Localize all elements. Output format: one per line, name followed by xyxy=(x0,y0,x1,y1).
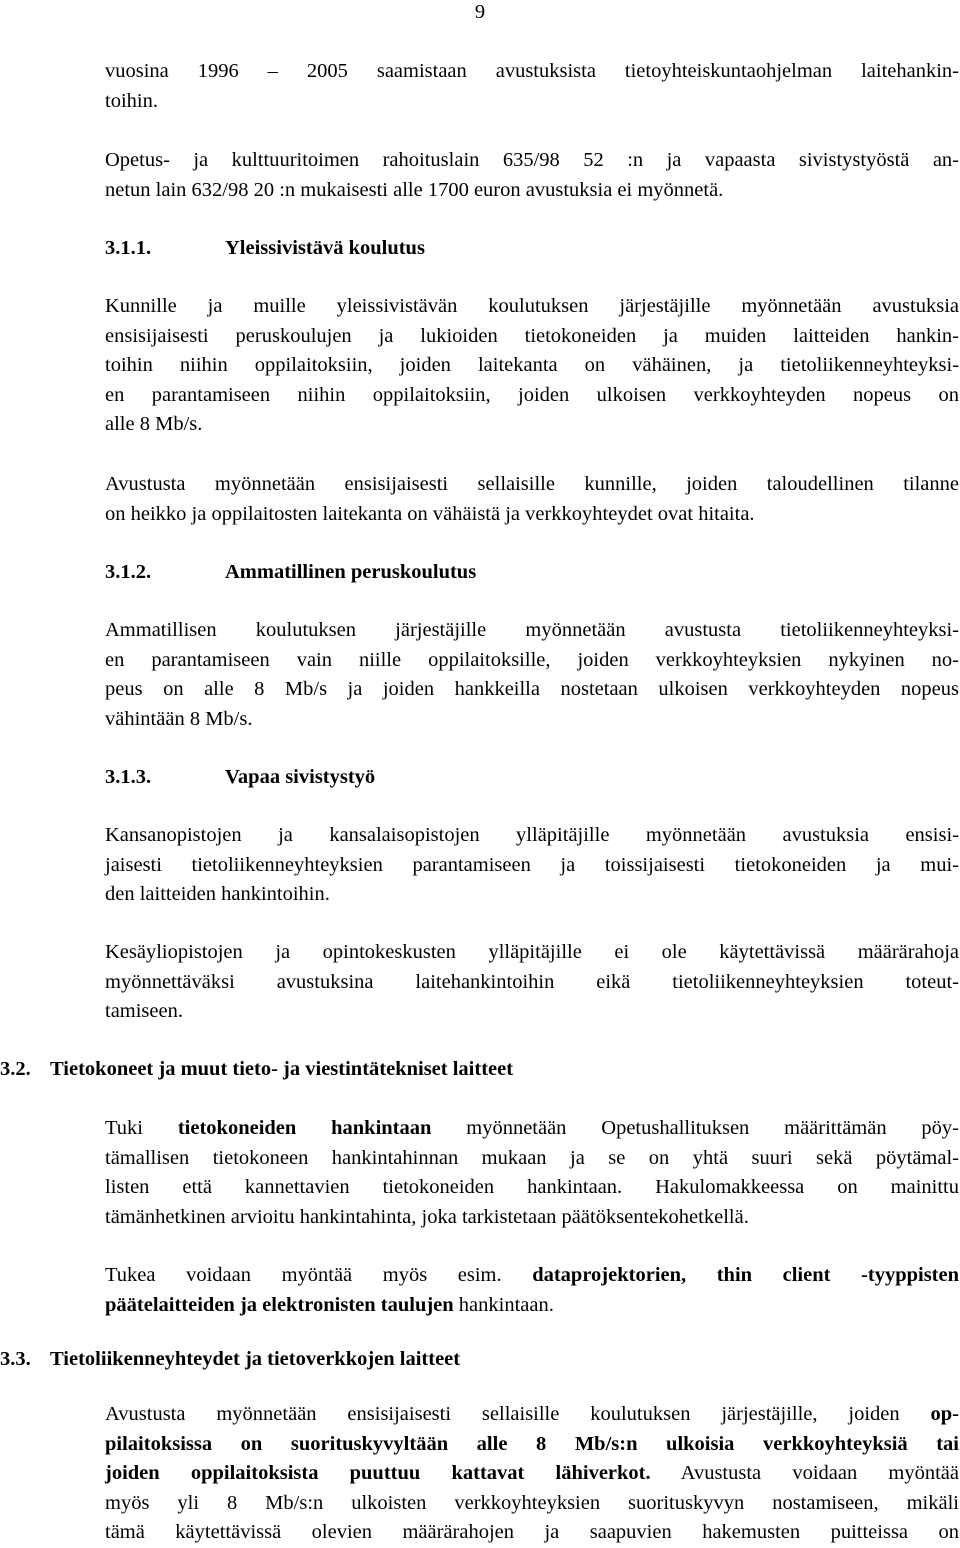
heading-3-1-1: 3.1.1. Yleissivistävä koulutus xyxy=(105,237,425,259)
paragraph-tietokoneet-1: Tuki tietokoneiden hankintaan myönnetään Opetushallituksen määrittämän pöy- tämallisen tietokoneen hankintahinnan mukaan ja se on yhtä suuri sekä pöytämal- listen että kannettavien tietokoneiden hankintaan. Hakulomakkeessa on mainittu tämänhetkinen arvioitu hankintahinta, joka tarkistetaan päätöksentekohetkellä. xyxy=(105,1117,959,1228)
paragraph-yleissivistava-1: Kunnille ja muille yleissivistävän koulutuksen järjestäjille myönnetään avustuksia ensisijaisesti peruskoulujen ja lukioiden tietokoneiden ja muiden laitteiden hankin- toihin niihin oppilaitoksiin, joiden laitekanta on vähäinen, ja tietoliikenneyhteyksi- en parantamiseen niihin oppilaitoksiin, joiden ulkoisen verkkoyhteyden nopeus on alle 8 Mb/s. xyxy=(105,295,959,435)
paragraph-vapaa-2: Kesäyliopistojen ja opintokeskusten ylläpitäjille ei ole käytettävissä määrärahoja myönnettäväksi avustuksina laitehankintoihin eikä tietoliikenneyhteyksien toteut- tamiseen. xyxy=(105,941,959,1022)
heading-3-1-3: 3.1.3. Vapaa sivistystyö xyxy=(105,766,376,788)
paragraph-intro-1: vuosina 1996 – 2005 saamistaan avustuksista tietoyhteiskuntaohjelman laitehankin- toihin. xyxy=(105,60,959,112)
paragraph-tietokoneet-2: Tukea voidaan myöntää myös esim. dataprojektorien, thin client -tyyppisten päätelaitteiden ja elektronisten taulujen hankintaan. xyxy=(105,1264,959,1316)
paragraph-ammatillinen: Ammatillisen koulutuksen järjestäjille myönnetään avustusta tietoliikenneyhteyksi- en parantamiseen vain niille oppilaitoksille, joiden verkkoyhteyksien nykyinen no- peus on alle 8 Mb/s ja joiden hankkeilla nostetaan ulkoisen verkkoyhteyden nopeus vähintään 8 Mb/s. xyxy=(105,619,959,730)
heading-3-1-2: 3.1.2. Ammatillinen peruskoulutus xyxy=(105,561,477,583)
paragraph-tietoliikenne: Avustusta myönnetään ensisijaisesti sellaisille koulutuksen järjestäjille, joiden op- pilaitoksissa on suorituskyvyltään alle 8 Mb/s:n ulkoisia verkkoyhteyksiä tai joiden oppilaitoksista puuttuu kattavat lähiverkot. Avustusta voidaan myöntää myös yli 8 Mb/s:n ulkoisten verkkoyhteyksien suorituskyvyn nostamiseen, mikäli tämä käytettävissä olevien määrärahojen ja saapuvien hakemusten puitteissa on xyxy=(105,1403,959,1543)
heading-3-2: 3.2. Tietokoneet ja muut tieto- ja viestintätekniset laitteet xyxy=(0,1058,514,1080)
paragraph-vapaa-1: Kansanopistojen ja kansalaisopistojen ylläpitäjille myönnetään avustuksia ensisi- jaisesti tietoliikenneyhteyksien parantamiseen ja toissijaisesti tietokoneiden ja mui- den laitteiden hankintoihin. xyxy=(105,824,959,905)
page-number: 9 xyxy=(474,1,486,23)
paragraph-yleissivistava-2: Avustusta myönnetään ensisijaisesti sellaisille kunnille, joiden taloudellinen tilanne on heikko ja oppilaitosten laitekanta on vähäistä ja verkkoyhteydet ovat hitaita. xyxy=(105,473,959,525)
paragraph-intro-2: Opetus- ja kulttuuritoimen rahoituslain 635/98 52 :n ja vapaasta sivistystyöstä an- netun lain 632/98 20 :n mukaisesti alle 1700 euron avustuksia ei myönnetä. xyxy=(105,149,959,201)
heading-3-3: 3.3. Tietoliikenneyhteydet ja tietoverkkojen laitteet xyxy=(0,1348,461,1370)
